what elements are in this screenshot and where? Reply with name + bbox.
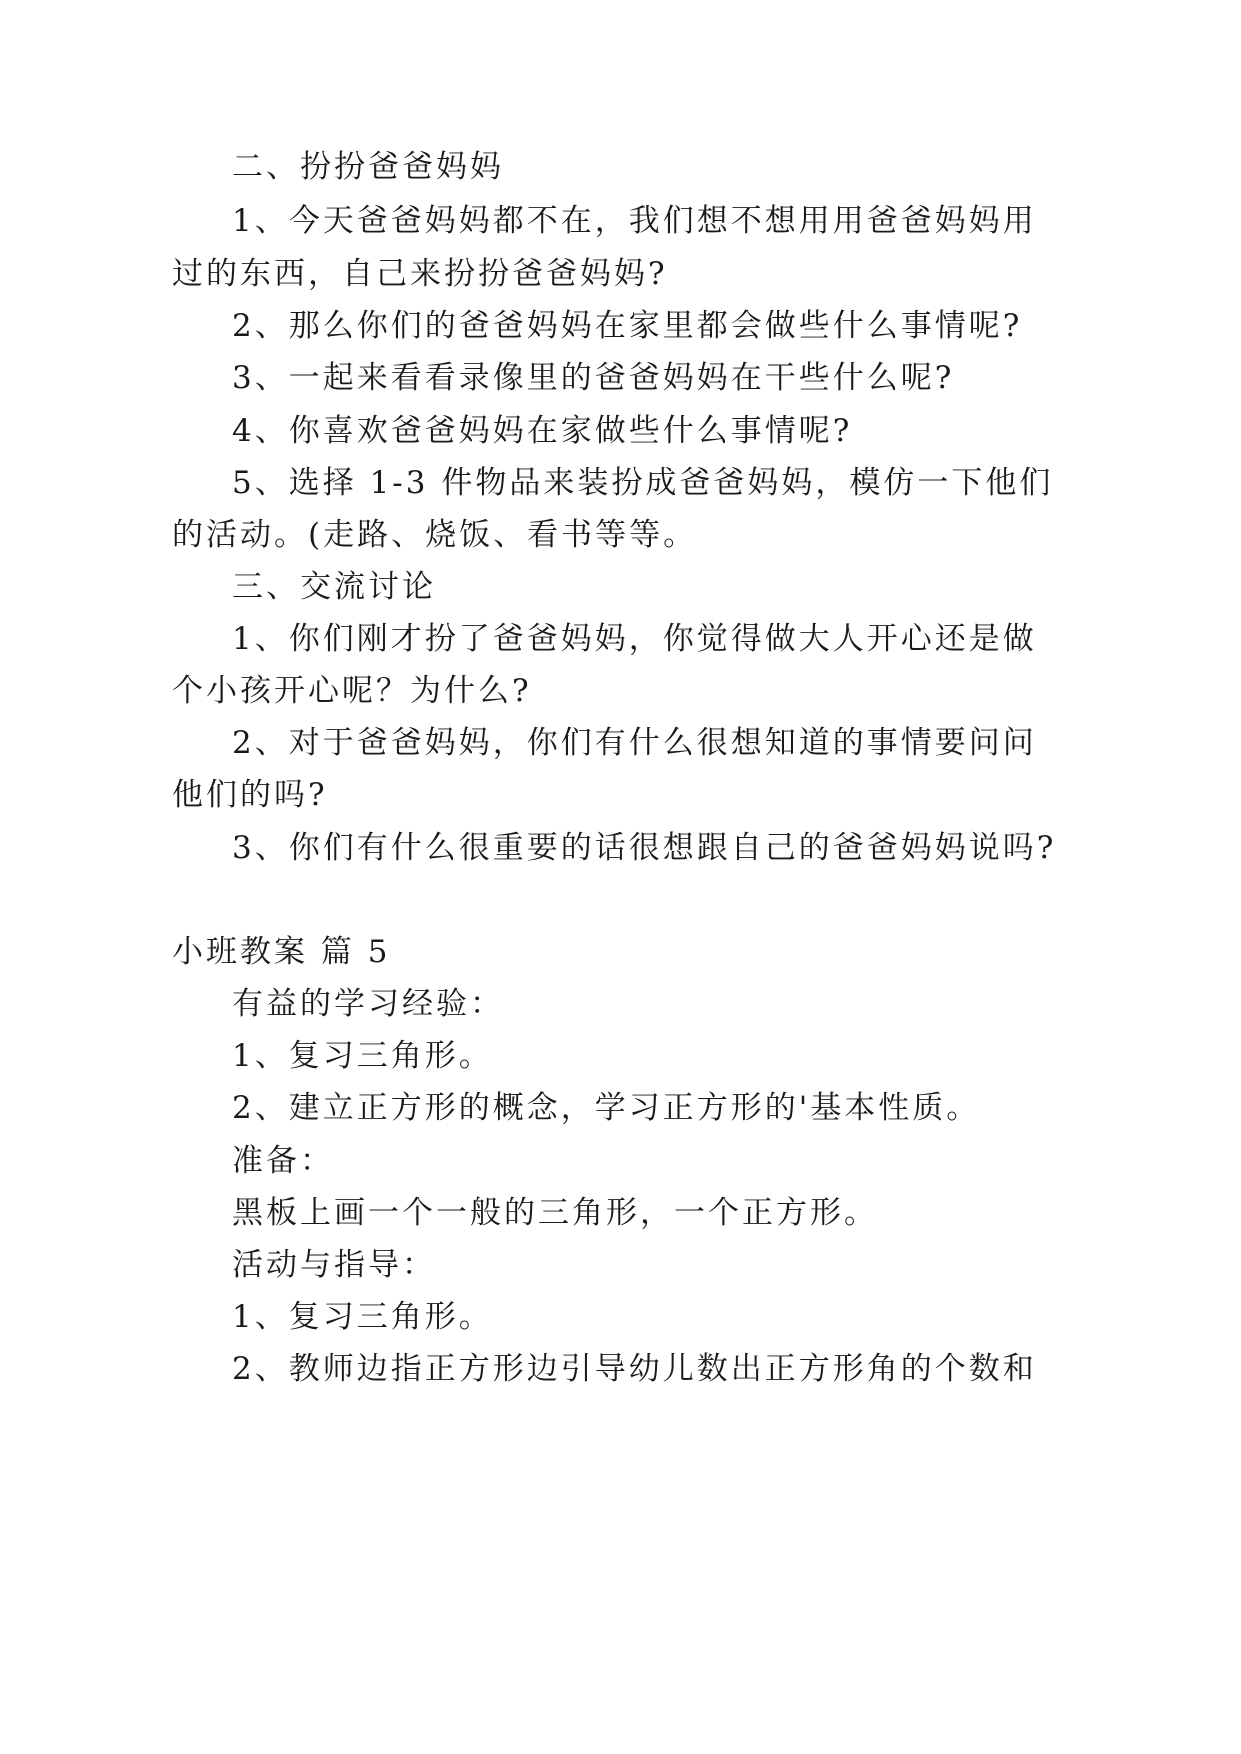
paragraph-line: 3、你们有什么很重要的话很想跟自己的爸爸妈妈说吗? bbox=[232, 830, 1057, 866]
paragraph-line: 他们的吗? bbox=[172, 777, 328, 813]
paragraph-line: 2、对于爸爸妈妈，你们有什么很想知道的事情要问问 bbox=[232, 725, 1037, 761]
paragraph-line: 个小孩开心呢？为什么? bbox=[172, 673, 532, 709]
paragraph-line: 有益的学习经验： bbox=[232, 986, 504, 1022]
paragraph-line: 1、复习三角形。 bbox=[232, 1038, 493, 1074]
paragraph-line: 1、你们刚才扮了爸爸妈妈，你觉得做大人开心还是做 bbox=[232, 621, 1037, 657]
paragraph-line: 1、今天爸爸妈妈都不在，我们想不想用用爸爸妈妈用 bbox=[232, 203, 1037, 239]
section-heading: 二、扮扮爸爸妈妈 bbox=[232, 149, 504, 185]
section-heading: 三、交流讨论 bbox=[232, 569, 436, 605]
paragraph-line: 3、一起来看看录像里的爸爸妈妈在干些什么呢? bbox=[232, 360, 955, 396]
paragraph-line: 黑板上画一个一般的三角形，一个正方形。 bbox=[232, 1195, 878, 1231]
paragraph-line: 2、建立正方形的概念，学习正方形的'基本性质。 bbox=[232, 1090, 981, 1126]
article-title: 小班教案 篇 5 bbox=[172, 934, 391, 970]
paragraph-line: 5、选择 1-3 件物品来装扮成爸爸妈妈，模仿一下他们 bbox=[232, 465, 1054, 501]
paragraph-line: 的活动。(走路、烧饭、看书等等。 bbox=[172, 517, 698, 553]
paragraph-line: 2、教师边指正方形边引导幼儿数出正方形角的个数和 bbox=[232, 1351, 1037, 1387]
paragraph-line: 准备： bbox=[232, 1143, 334, 1179]
paragraph-line: 过的东西，自己来扮扮爸爸妈妈? bbox=[172, 256, 668, 292]
paragraph-line: 1、复习三角形。 bbox=[232, 1299, 493, 1335]
paragraph-line: 2、那么你们的爸爸妈妈在家里都会做些什么事情呢? bbox=[232, 308, 1023, 344]
paragraph-line: 4、你喜欢爸爸妈妈在家做些什么事情呢? bbox=[232, 413, 853, 449]
paragraph-line: 活动与指导： bbox=[232, 1247, 436, 1283]
